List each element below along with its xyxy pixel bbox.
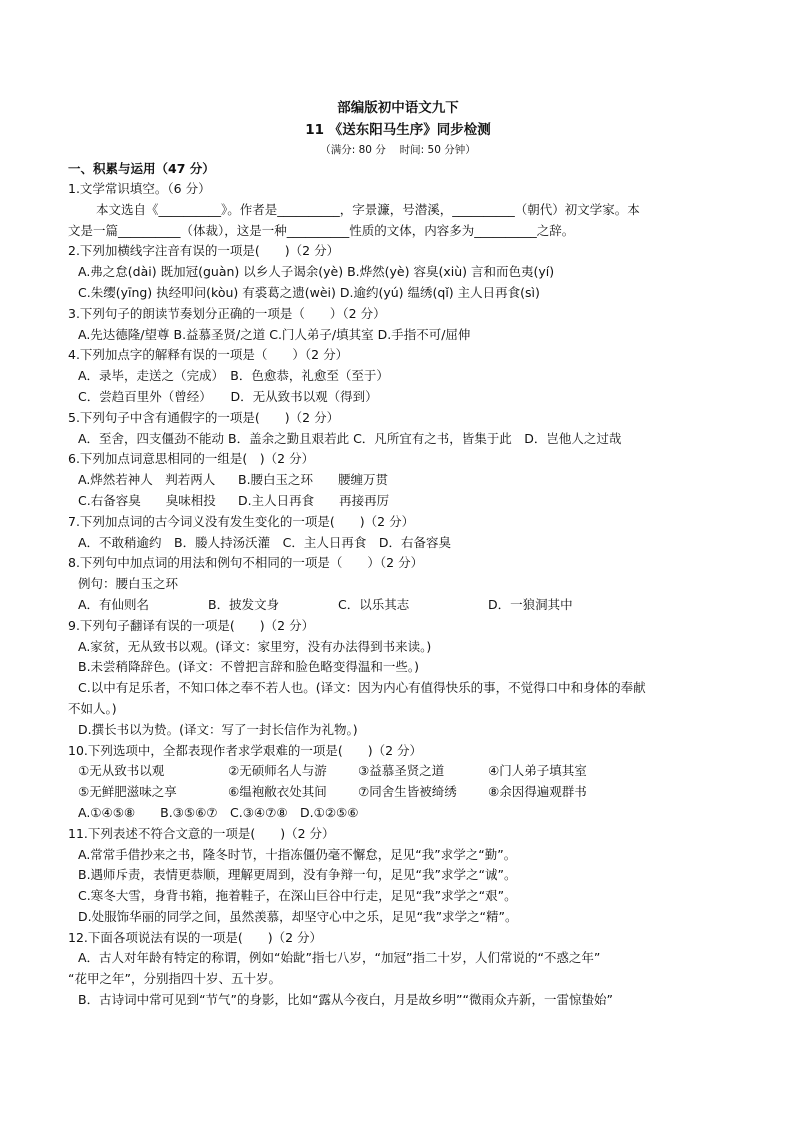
question-9-option-d: D.撰长书以为贽。(译文：写了一封长信作为礼物。) [78,721,358,737]
page-title: 部编版初中语文九下 [337,100,459,116]
question-9-option-b: B.未尝稍降辞色。(译文：不曾把言辞和脸色略变得温和一些。) [78,659,420,675]
question-11-option-d: D.处服饰华丽的同学之间，虽然羡慕，却坚守心中之乐，足见“我”求学之“精”。 [78,908,518,924]
question-4-options-1: A．录毕，走送之（完成） B．色愈恭，礼愈至（至于） [78,368,389,384]
question-10-item-3: ③益慕圣贤之道 [358,763,445,779]
question-1-stem: 1.文学常识填空。（6 分） [68,181,211,196]
question-10-item-1: ①无从致书以观 [78,763,165,779]
question-10-item-6: ⑥缊袍敝衣处其间 [228,784,327,800]
question-3-options: A.先达德隆/望尊 B.益慕圣贤/之道 C.门人弟子/填其室 D.手指不可/屈伸 [78,326,471,342]
question-12-stem: 12.下面各项说法有误的一项是( )（2 分） [68,929,323,945]
question-8-option-c: C．以乐其志 [338,596,410,612]
question-8-option-a: A．有仙则名 [78,596,150,612]
question-6-stem: 6.下列加点词意思相同的一组是( )（2 分） [68,451,315,467]
question-4-stem: 4.下列加点字的解释有误的一项是（ ）（2 分） [68,347,349,363]
question-6-option-b: B.腰白玉之环 腰缠万贯 [238,472,389,488]
question-10-item-4: ④门人弟子填其室 [488,763,587,779]
question-10-item-2: ②无硕师名人与游 [228,763,327,779]
question-9-stem: 9.下列句子翻译有误的一项是( )（2 分） [68,617,315,633]
question-9-option-a: A.家贫，无从致书以观。(译文：家里穷，没有办法得到书来读。) [78,638,432,654]
question-8-options [68,595,728,616]
question-2-options-2: C.朱缨(yīng) 执经叩问(kòu) 有裘葛之遗(wèi) D.逾约(yú) 缊绣(qǐ) 主人日再食(sì) [78,284,540,300]
question-8-option-d: D．一狼洞其中 [488,596,573,612]
question-10-answers: A.①④⑤⑧ B.③⑤⑥⑦ C.③④⑦⑧ D.①②⑤⑥ [78,804,359,820]
question-8-stem: 8.下列句中加点词的用法和例句不相同的一项是（ ）（2 分） [68,555,424,571]
question-6-options-1 [68,470,728,491]
question-8-option-b: B．披发文身 [208,596,280,612]
question-7-options: A．不敢稍逾约 B．媵人持汤沃灌 C．主人日再食 D．右备容臭 [78,534,451,550]
question-3-stem: 3.下列句子的朗读节奏划分正确的一项是（ ）（2 分） [68,305,386,321]
question-5-stem: 5.下列句子中含有通假字的一项是( )（2 分） [68,409,340,425]
question-9-option-c-cont: 不如人。) [68,700,117,716]
question-2-stem: 2.下列加横线字注音有误的一项是( )（2 分） [68,243,340,259]
question-10-items-1 [68,761,728,782]
question-5-options: A．至舍，四支僵劲不能动 B．盖余之勤且艰若此 C．凡所宜有之书，皆集于此 D．岂他人之过哉 [78,430,622,446]
question-10-item-5: ⑤无鲜肥滋味之享 [78,784,177,800]
question-11-option-a: A.常常手借抄来之书，隆冬时节，十指冻僵仍毫不懈怠，足见“我”求学之“勤”。 [78,846,517,862]
question-11-option-b: B.遇师斥责，表情更恭顺，理解更周到，没有争辩一句，足见“我”求学之“诚”。 [78,867,517,883]
question-11-option-c: C.寒冬大雪，身背书箱，拖着鞋子，在深山巨谷中行走，足见“我”求学之“艰”。 [78,888,517,904]
question-11-stem: 11.下列表述不符合文意的一项是( )（2 分） [68,825,335,841]
question-8-example: 例句：腰白玉之环 [78,576,179,592]
question-6-option-d: D.主人日再食 再接再厉 [238,492,390,508]
question-1-line-1: 本文选自《__________》。作者是__________，字景濂，号潜溪，__________（朝代）初文学家。本 [96,201,640,217]
page-subtitle: 11 《送东阳马生序》同步检测 [305,122,491,138]
question-6-option-a: A.烨然若神人 判若两人 [78,472,216,488]
score-info: （满分: 80 分 时间: 50 分钟） [320,144,476,156]
question-9-option-c: C.以中有足乐者，不知口体之奉不若人也。(译文：因为内心有值得快乐的事，不觉得口中和身体的奉献 [78,680,646,696]
question-6-option-c: C.右备容臭 臭味相投 [78,492,216,508]
question-10-item-7: ⑦同舍生皆被绮绣 [358,784,457,800]
question-12-option-a-cont: “花甲之年”，分别指四十岁、五十岁。 [68,971,281,987]
question-12-option-a: A．古人对年龄有特定的称谓，例如“始龀”指七八岁，“加冠”指二十岁，人们常说的“不惑之年” [78,950,601,966]
question-1-line-2: 文是一篇__________（体裁），这是一种__________性质的文体，内容多为__________之辞。 [68,222,575,238]
question-6-options-2 [68,491,728,512]
question-10-items-2 [68,782,728,803]
exam-content [68,97,728,1011]
question-10-stem: 10.下列选项中，全都表现作者求学艰难的一项是( )（2 分） [68,742,423,758]
question-7-stem: 7.下列加点词的古今词义没有发生变化的一项是( )（2 分） [68,513,415,529]
question-4-options-2: C．尝趋百里外（曾经） D．无从致书以观（得到） [78,388,378,404]
question-12-option-b: B．古诗词中常可见到“节气”的身影，比如“露从今夜白，月是故乡明”“微雨众卉新，一雷惊蛰始” [78,992,613,1008]
section-heading: 一、积累与运用（47 分） [68,161,215,176]
question-2-options-1: A.弗之怠(dài) 既加冠(guàn) 以乡人子谒余(yè) B.烨然(yè) 容臭(xiù) 言和而色夷(yí) [78,264,555,280]
question-10-item-8: ⑧余因得遍观群书 [488,784,587,800]
